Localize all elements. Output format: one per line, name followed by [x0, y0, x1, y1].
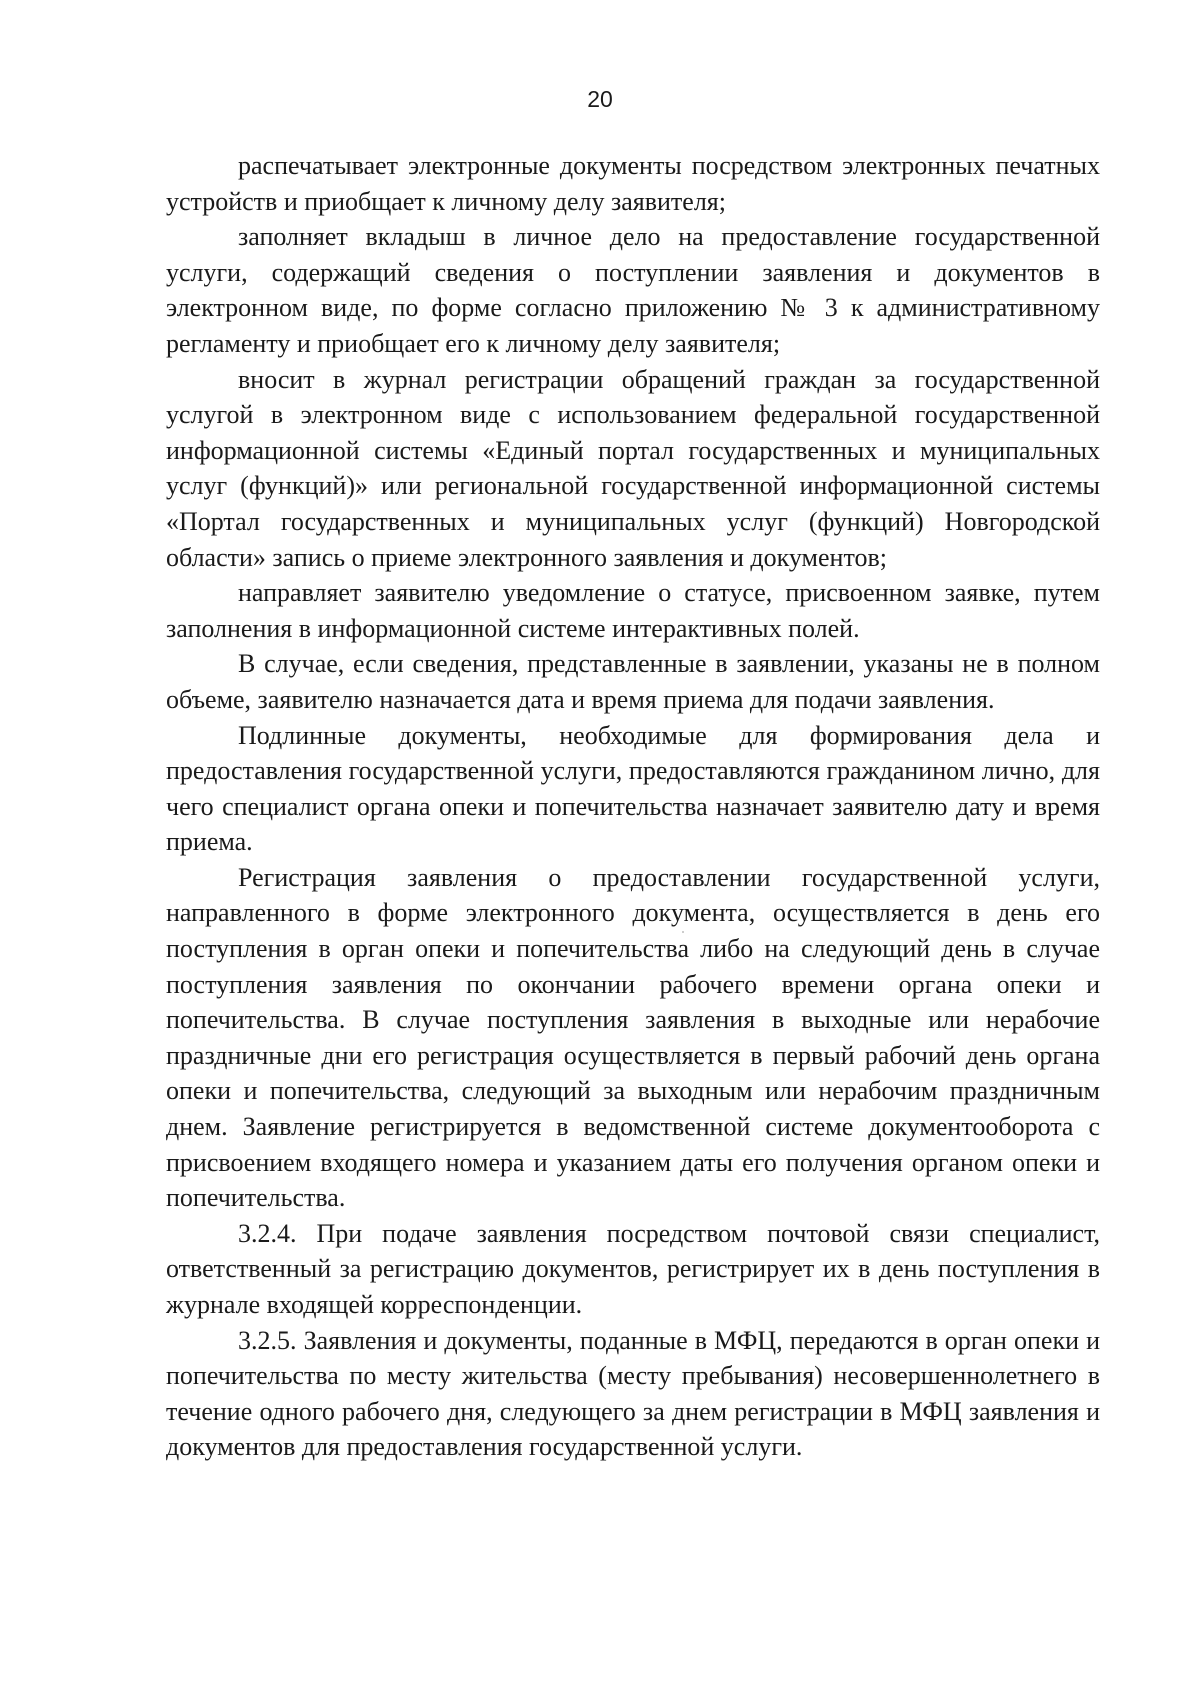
paragraph-section-3-2-5: 3.2.5. Заявления и документы, поданные в МФЦ, передаются в орган опеки и попечительства по месту жительства (месту пребывания) несовершеннолетнего в течение одного рабочего дня, следующего за днем регистрации в МФЦ заявления и документов для предоставления государственной услуги.: [166, 1325, 1100, 1462]
paragraph-registration-journal: вносит в журнал регистрации обращений граждан за государственной услугой в электронном виде с использованием федеральной государственной информационной системы «Единый портал государственных и муниципальных услуг (функций)» или региональной государственной информационной системы «Портал государственных и муниципальных услуг (функций) Новгородской области» запись о приеме электронного заявления и документов;: [166, 364, 1100, 572]
paragraph-insert-sheet: заполняет вкладыш в личное дело на предоставление государственной услуги, содержащий сведения о поступлении заявления и документов в электронном виде, по форме согласно приложению № 3 к административному регламенту и приобщает его к личному делу заявителя;: [166, 222, 1100, 358]
document-body: [166, 148, 1100, 1465]
paragraph-status-notification: направляет заявителю уведомление о статусе, присвоенном заявке, путем заполнения в информационной системе интерактивных полей.: [166, 578, 1100, 643]
paragraph-print-documents: распечатывает электронные документы посредством электронных печатных устройств и приобщает к личному делу заявителя;: [166, 151, 1100, 216]
paragraph-electronic-registration: Регистрация заявления о предоставлении государственной услуги, направленного в форме электронного документа, осуществляется в день его поступления в орган опеки и попечительства либо на следующий день в случае поступления заявления по окончании рабочего времени органа опеки и попечительства. В случае поступления заявления в выходные или нерабочие праздничные дни его регистрация осуществляется в первый рабочий день органа опеки и попечительства, следующий за выходным или нерабочим праздничным днем. Заявление регистрируется в ведомственной системе документооборота с присвоением входящего номера и указанием даты его получения органом опеки и попечительства.: [166, 862, 1100, 1213]
page-number: 20: [587, 86, 613, 112]
paragraph-incomplete-info: В случае, если сведения, представленные в заявлении, указаны не в полном объеме, заявителю назначается дата и время приема для подачи заявления.: [166, 649, 1100, 714]
paragraph-section-3-2-4: 3.2.4. При подаче заявления посредством почтовой связи специалист, ответственный за регистрацию документов, регистрирует их в день поступления в журнале входящей корреспонденции.: [166, 1218, 1100, 1319]
paragraph-original-documents: Подлинные документы, необходимые для формирования дела и предоставления государственной услуги, предоставляются гражданином лично, для чего специалист органа опеки и попечительства назначает заявителю дату и время приема.: [166, 720, 1100, 857]
scan-speck: [682, 931, 684, 933]
